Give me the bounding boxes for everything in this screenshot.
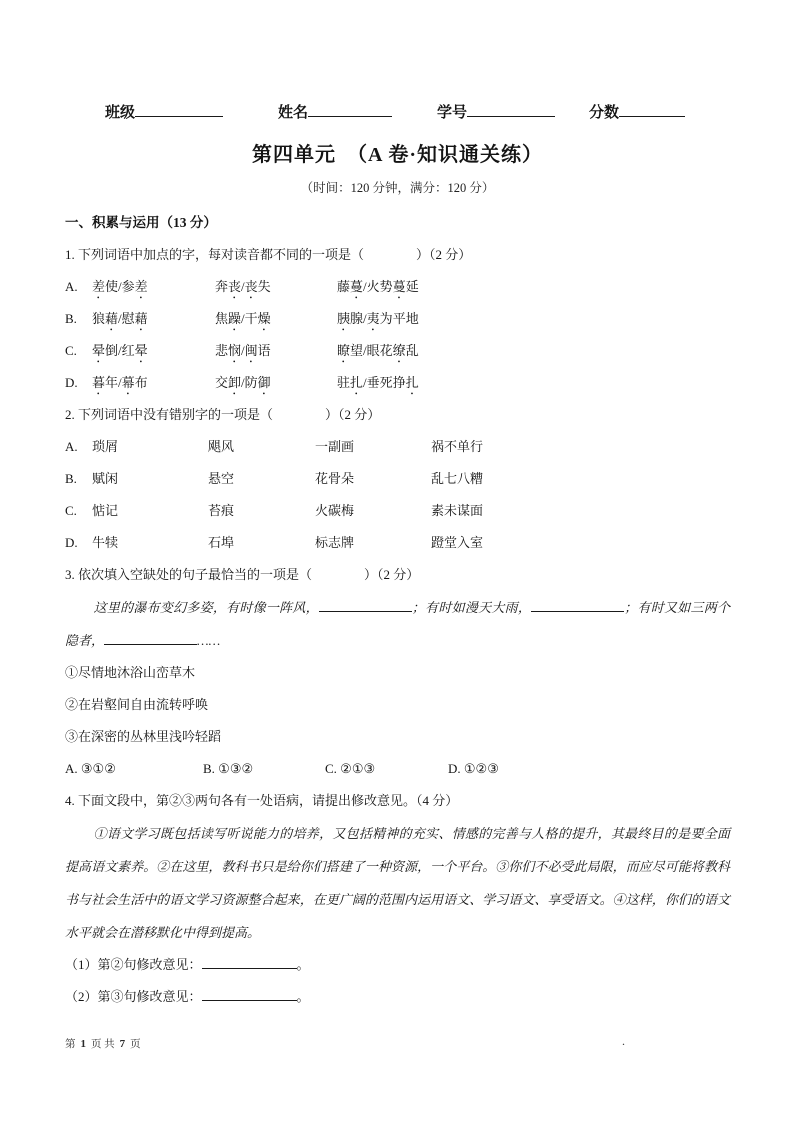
class-field [105, 97, 223, 129]
word-pair: 狼藉/慰藉 [92, 311, 148, 326]
choice: A. ③①② [65, 761, 116, 776]
answer-label: （2）第③句修改意见： [65, 989, 202, 1004]
q2-option-d [65, 527, 730, 559]
option-label: B. [65, 471, 77, 486]
answer-suffix: 。 [296, 989, 310, 1004]
q1-option-d [65, 367, 730, 399]
student-id-label: 学号 [437, 105, 468, 121]
choice: B. ①③② [203, 761, 254, 776]
q4-stem: 4. 下面文段中，第②③两句各有一处语病，请提出修改意见。（4 分） [65, 793, 459, 808]
name-field [278, 97, 392, 129]
q1-option-a [65, 271, 730, 303]
q2-option-c [65, 495, 730, 527]
word: 花骨朵 [315, 471, 355, 486]
word: 火碳梅 [315, 503, 355, 518]
q2-stem: 2. 下列词语中没有错别字的一项是（ ）（2 分） [65, 407, 381, 422]
option-label: A. [65, 439, 78, 454]
word-pair: 藤蔓/火势蔓延 [337, 279, 419, 294]
page-footer [65, 1036, 146, 1051]
name-blank-line [308, 102, 392, 117]
section-heading: 一、积累与运用（13 分） [65, 215, 217, 230]
q1-option-c [65, 335, 730, 367]
word: 一副画 [315, 439, 355, 454]
option-label: D. [65, 375, 78, 390]
fill-blank-line [319, 597, 412, 612]
word: 标志牌 [315, 535, 355, 550]
word: 素未谋面 [431, 503, 484, 518]
word: 飓风 [208, 439, 235, 454]
word: 琐屑 [92, 439, 119, 454]
option-label: C. [65, 503, 77, 518]
word-pair: 奔丧/丧失 [215, 279, 271, 294]
q3-item-3: ③在深密的丛林里浅吟轻蹈 [65, 729, 222, 744]
name-label: 姓名 [278, 105, 309, 121]
paper-title: 第四单元 （A 卷·知识通关练） [251, 144, 543, 166]
class-blank-line [135, 102, 223, 117]
page-number: 1 [80, 1038, 86, 1050]
q3-stem: 3. 依次填入空缺处的句子最恰当的一项是（ ）（2 分） [65, 567, 420, 582]
option-label: C. [65, 343, 77, 358]
word: 赋闲 [92, 471, 119, 486]
footer-text: 第 [65, 1039, 76, 1050]
q2-option-b [65, 463, 730, 495]
q2-option-a [65, 431, 730, 463]
word-pair: 晕倒/红晕 [92, 343, 148, 358]
word-pair: 胰腺/夷为平地 [337, 311, 419, 326]
word: 苔痕 [208, 503, 235, 518]
q3-choices-row [65, 753, 730, 785]
passage-segment: ；有时如漫天大雨， [411, 600, 532, 615]
passage-segment: ；有时又如三两个隐者， [65, 600, 730, 648]
score-label: 分数 [589, 105, 620, 121]
paper-subtitle: （时间：120 分钟，满分：120 分） [300, 181, 495, 195]
fill-blank-line [104, 630, 197, 645]
word: 石埠 [208, 535, 235, 550]
word-pair: 暮年/幕布 [92, 375, 148, 390]
q3-passage [65, 591, 730, 657]
q4-answer-2 [65, 981, 730, 1013]
fill-blank-line [531, 597, 624, 612]
q1-option-b [65, 303, 730, 335]
word-pair: 悲悯/闽语 [215, 343, 271, 358]
answer-suffix: 。 [296, 957, 310, 972]
q4-answer-1 [65, 949, 730, 981]
word: 祸不单行 [431, 439, 484, 454]
q4-passage: ①语文学习既包括读写听说能力的培养，又包括精神的充实、情感的完善与人格的提升，其最终目的是要全面提高语文素养。②在这里，教科书只是给你们搭建了一种资源，一个平台。③你们不必受此局限，而应尽可能将教科书与社会生活中的语文学习资源整合起来，在更广阔的范围内运用语文、学习语文、享受语文。④这样，你们的语文水平就会在潜移默化中得到提高。 [65, 826, 730, 940]
q3-item-2: ②在岩壑间自由流转呼唤 [65, 697, 209, 712]
word-pair: 差使/参差 [92, 279, 148, 294]
answer-blank-line [202, 954, 297, 969]
choice: D. ①②③ [448, 761, 499, 776]
word: 悬空 [208, 471, 235, 486]
student-id-field [437, 97, 555, 129]
word-pair: 瞭望/眼花缭乱 [337, 343, 419, 358]
footer-text: 页 共 [91, 1039, 115, 1050]
word: 牛犊 [92, 535, 119, 550]
word: 惦记 [92, 503, 119, 518]
answer-label: （1）第②句修改意见： [65, 957, 202, 972]
header-fields [65, 97, 730, 129]
option-label: B. [65, 311, 77, 326]
answer-blank-line [202, 986, 297, 1001]
word: 蹬堂入室 [431, 535, 484, 550]
passage-segment: 这里的瀑布变幻多姿，有时像一阵风， [93, 600, 319, 615]
class-label: 班级 [105, 105, 136, 121]
stray-dot: . [622, 1034, 625, 1048]
choice: C. ②①③ [325, 761, 376, 776]
student-id-blank-line [467, 102, 555, 117]
passage-segment: …… [197, 633, 221, 648]
option-label: D. [65, 535, 78, 550]
word-pair: 交卸/防御 [215, 375, 271, 390]
word-pair: 焦躁/干燥 [215, 311, 271, 326]
total-pages: 7 [119, 1038, 126, 1050]
score-field [589, 97, 685, 129]
footer-text: 页 [130, 1039, 141, 1050]
word: 乱七八糟 [431, 471, 484, 486]
q3-item-1: ①尽情地沐浴山峦草木 [65, 665, 196, 680]
word-pair: 驻扎/垂死挣扎 [337, 375, 419, 390]
q1-stem: 1. 下列词语中加点的字，每对读音都不同的一项是（ ）（2 分） [65, 247, 472, 262]
score-blank-line [619, 102, 685, 117]
option-label: A. [65, 279, 78, 294]
